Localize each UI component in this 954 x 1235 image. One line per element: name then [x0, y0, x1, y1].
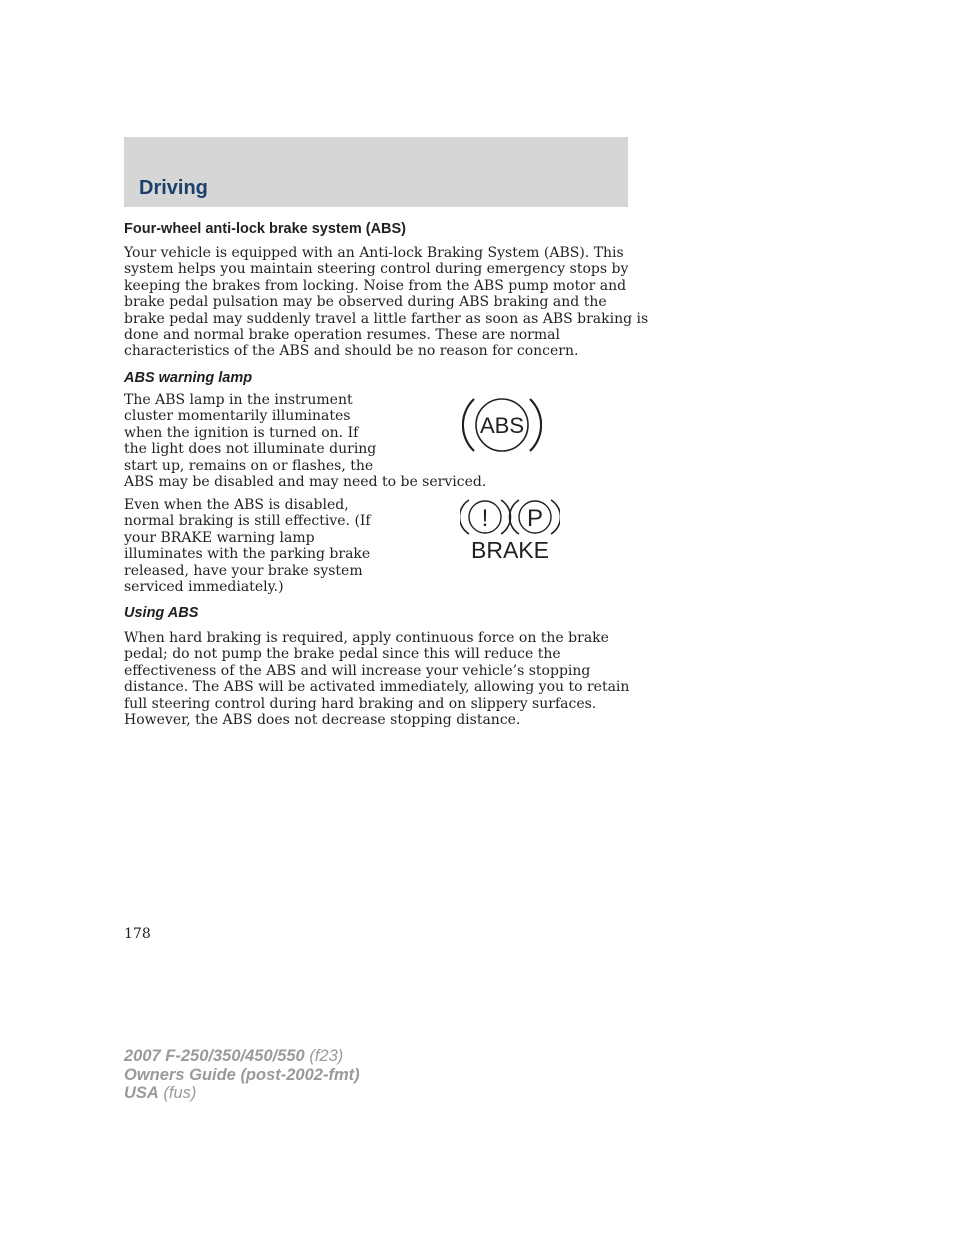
parking-p-icon: P	[526, 505, 544, 532]
text-line: illuminates with the parking brake	[124, 546, 371, 563]
text-line: start up, remains on or flashes, the	[124, 457, 374, 474]
text-line: when the ignition is turned on. If	[124, 424, 359, 441]
text-line: However, the ABS does not decrease stopping distance.	[124, 712, 521, 729]
document-footer	[124, 1047, 360, 1103]
brake-warning-icon	[460, 497, 560, 563]
chapter-header-band	[124, 137, 628, 207]
text-line: ABS may be disabled and may need to be serviced.	[124, 474, 487, 491]
text-line: Even when the ABS is disabled,	[124, 497, 349, 513]
text-line: effectiveness of the ABS and will increase your vehicle’s stopping	[124, 662, 591, 679]
text-line: your BRAKE warning lamp	[124, 529, 315, 546]
text-line: pedal; do not pump the brake pedal since this will reduce the	[124, 646, 561, 663]
text-line: Your vehicle is equipped with an Anti-lock Braking System (ABS). This	[124, 245, 624, 261]
abs-intro-paragraph	[124, 245, 648, 360]
text-line: the light does not illuminate during	[124, 441, 377, 458]
text-line: cluster momentarily illuminates	[124, 408, 351, 425]
footer-market-code: (fus)	[158, 1084, 197, 1102]
using-abs-paragraph	[124, 630, 629, 728]
abs-icon-text: ABS	[479, 413, 525, 438]
text-line: full steering control during hard braking and on slippery surfaces.	[124, 695, 597, 712]
text-line: brake pedal may suddenly travel a little farther as soon as ABS braking is	[124, 310, 649, 327]
brake-icon-label: BRAKE	[471, 537, 549, 563]
page-number: 178	[124, 926, 151, 942]
abs-disabled-paragraph	[124, 497, 371, 595]
footer-line	[124, 1047, 360, 1066]
footer-line	[124, 1066, 360, 1085]
abs-lamp-paragraph	[124, 392, 486, 490]
footer-line	[124, 1084, 360, 1103]
footer-guide: Owners Guide (post-2002-fmt)	[124, 1065, 360, 1084]
text-line: distance. The ABS will be activated immediately, allowing you to retain	[124, 679, 630, 696]
footer-market: USA	[124, 1084, 159, 1102]
text-line: characteristics of the ABS and should be no reason for concern.	[124, 343, 579, 360]
text-line: done and normal brake operation resumes. These are normal	[124, 327, 560, 344]
text-line: normal braking is still effective. (If	[124, 513, 371, 530]
text-line: When hard braking is required, apply continuous force on the brake	[124, 630, 609, 646]
abs-warning-icon	[462, 394, 542, 456]
footer-model: 2007 F-250/350/450/550	[124, 1047, 305, 1065]
text-line: brake pedal pulsation may be observed during ABS braking and the	[124, 294, 607, 311]
exclamation-icon: !	[481, 505, 489, 532]
using-abs-heading: Using ABS	[124, 605, 199, 621]
section-heading: Four-wheel anti-lock brake system (ABS)	[124, 221, 407, 237]
chapter-title: Driving	[139, 177, 208, 199]
text-line: keeping the brakes from locking. Noise from the ABS pump motor and	[124, 277, 627, 294]
text-line: system helps you maintain steering control during emergency stops by	[124, 261, 629, 278]
text-line: serviced immediately.)	[124, 579, 284, 596]
abs-warning-lamp-heading: ABS warning lamp	[124, 370, 253, 386]
text-line: released, have your brake system	[124, 562, 363, 579]
text-line: The ABS lamp in the instrument	[124, 392, 353, 408]
footer-model-code: (f23)	[304, 1047, 344, 1065]
